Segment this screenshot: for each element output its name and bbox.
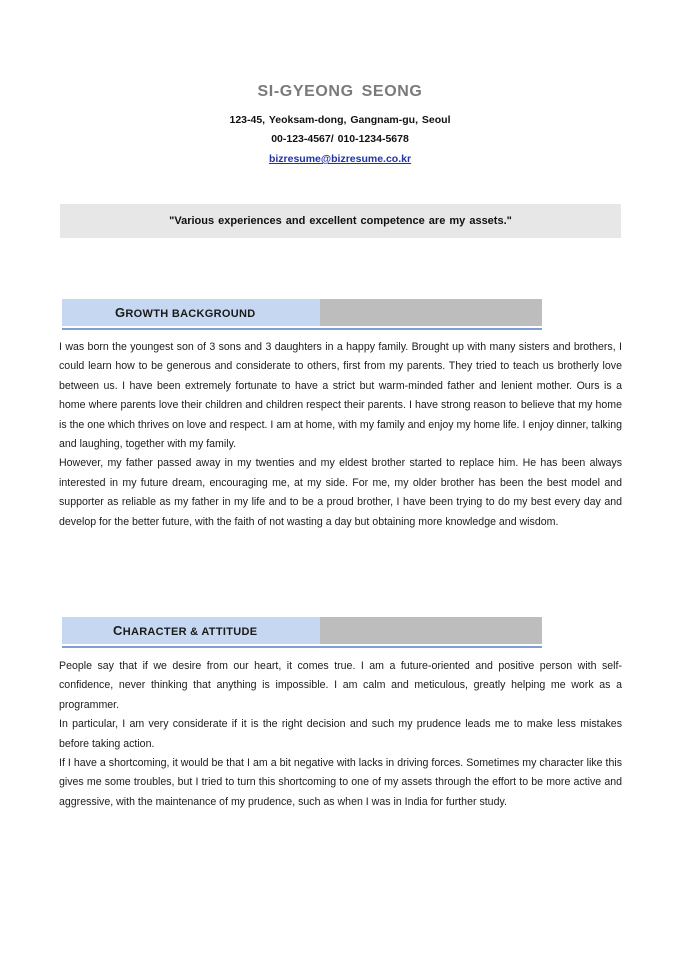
section-underline	[62, 328, 542, 330]
section-underline	[62, 646, 542, 648]
resume-header	[0, 82, 680, 167]
section-header-bar-gray	[320, 617, 542, 644]
motto-text: "Various experiences and excellent competence are my assets."	[169, 215, 512, 227]
address: 123-45, Yeoksam-dong, Gangnam-gu, Seoul	[229, 114, 451, 126]
phone-numbers: 00-123-4567/ 010-1234-5678	[271, 133, 409, 145]
section-body-character-attitude	[59, 657, 622, 812]
applicant-name: SI-GYEONG SEONG	[257, 83, 423, 100]
section-body-growth-background	[59, 338, 622, 532]
paragraph: In particular, I am very considerate if it is the right decision and such my prudence leads me to make less mistakes before taking action.	[59, 718, 622, 750]
section-title: GROWTH BACKGROUND	[115, 305, 256, 320]
paragraph: People say that if we desire from our heart, it comes true. I am a future-oriented and positive person with self-confidence, never thinking that anything is impossible. I am calm and meticulous, greatly helping me work as a programmer.	[59, 660, 622, 711]
email-link[interactable]: bizresume@bizresume.co.kr	[268, 153, 412, 165]
paragraph: I was born the youngest son of 3 sons and 3 daughters in a happy family. Brought up with many sisters and brothers, I could learn how to be generous and considerate to others, first from my parents. They tried to teach us brotherly love between us. I have been extremely fortunate to have a strict but warm-minded father and lenient mother. Ours is a home where parents love their children and children respect their parents. I have strong reason to believe that my home is the one which thrives on love and respect. I am at home, with my family and enjoy my home life. I enjoy dinner, talking and laughing, together with my family.	[59, 341, 622, 451]
section-title: CHARACTER & ATTITUDE	[113, 623, 258, 638]
paragraph: If I have a shortcoming, it would be that I am a bit negative with lacks in driving forces. Sometimes my character like this gives me some troubles, but I tried to turn this shortcoming to one of my assets through the effort to be more active and aggressive, with the maintenance of my prudence, such as when I was in India for further study.	[59, 757, 622, 808]
motto-box	[60, 204, 621, 238]
section-header-character-attitude	[62, 617, 542, 644]
paragraph: However, my father passed away in my twenties and my eldest brother started to replace him. He has been always interested in my future dream, encouraging me, at my side. For me, my older brother has been the best model and supporter as reliable as my father in my life and to be a proud brother, I have been trying to do my best every day and develop for the better future, with the faith of not wasting a day but obtaining more knowledge and wisdom.	[59, 457, 622, 528]
section-header-bar-gray	[320, 299, 542, 326]
section-header-growth-background	[62, 299, 542, 326]
